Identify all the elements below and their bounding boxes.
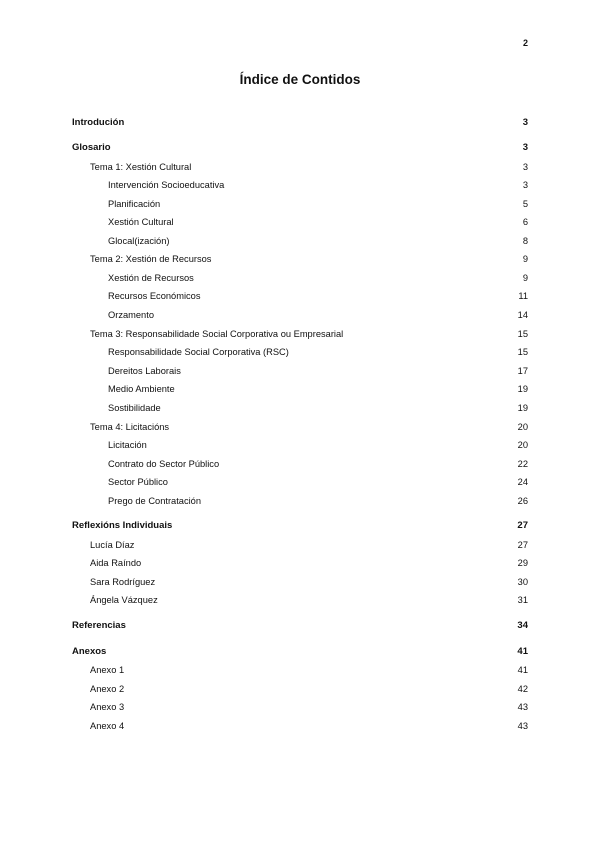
- toc-entry-page: 19: [517, 384, 528, 394]
- toc-entry[interactable]: [0, 327, 600, 341]
- toc-entry[interactable]: [0, 178, 600, 192]
- toc-entry-label: Glosario: [72, 142, 111, 153]
- toc-entry-label: Contrato do Sector Público: [108, 459, 220, 469]
- toc-entry-label: Xestión Cultural: [108, 217, 174, 227]
- toc-entry-label: Planificación: [108, 199, 161, 209]
- toc-entry-page: 43: [517, 721, 528, 731]
- toc-entry[interactable]: [0, 215, 600, 229]
- toc-entry[interactable]: [0, 271, 600, 285]
- toc-entry[interactable]: [0, 364, 600, 378]
- page-number: 2: [522, 38, 528, 48]
- toc-entry-page: 41: [517, 665, 528, 675]
- toc-entry[interactable]: [0, 645, 600, 659]
- toc-entry-label: Introdución: [72, 117, 125, 128]
- toc-entry-label: Responsabilidade Social Corporativa (RSC): [108, 347, 289, 357]
- toc-entry-label: Glocal(ización): [108, 236, 170, 246]
- toc-entry-page: 9: [522, 273, 528, 283]
- toc-entry-page: 27: [517, 520, 528, 531]
- toc-entry-page: 6: [522, 217, 528, 227]
- toc-entry-label: Ángela Vázquez: [90, 595, 158, 605]
- toc-entry[interactable]: [0, 197, 600, 211]
- toc-entry[interactable]: [0, 556, 600, 570]
- toc-entry[interactable]: [0, 438, 600, 452]
- toc-entry-page: 34: [517, 620, 528, 631]
- toc-entry-page: 26: [517, 496, 528, 506]
- toc-entry[interactable]: [0, 289, 600, 303]
- toc-entry-label: Recursos Económicos: [108, 291, 201, 301]
- toc-entry-page: 9: [522, 254, 528, 264]
- toc-entry-page: 22: [517, 459, 528, 469]
- toc-entry[interactable]: [0, 475, 600, 489]
- toc-entry[interactable]: [0, 619, 600, 633]
- toc-entry-page: 15: [517, 329, 528, 339]
- toc-entry-label: Anexos: [72, 646, 107, 657]
- toc-entry-page: 20: [517, 440, 528, 450]
- toc-entry[interactable]: [0, 682, 600, 696]
- toc-entry-page: 24: [517, 477, 528, 487]
- toc-entry-label: Prego de Contratación: [108, 496, 202, 506]
- toc-entry[interactable]: [0, 160, 600, 174]
- toc-entry-page: 31: [517, 595, 528, 605]
- toc-entry[interactable]: [0, 308, 600, 322]
- toc-entry[interactable]: [0, 538, 600, 552]
- toc-entry-page: 29: [517, 558, 528, 568]
- toc-entry[interactable]: [0, 382, 600, 396]
- toc-entry[interactable]: [0, 401, 600, 415]
- toc-entry-page: 42: [517, 684, 528, 694]
- toc-entry-label: Tema 2: Xestión de Recursos: [90, 254, 212, 264]
- toc-entry[interactable]: [0, 494, 600, 508]
- toc-entry-label: Xestión de Recursos: [108, 273, 194, 283]
- toc-entry-label: Orzamento: [108, 310, 154, 320]
- toc-entry-page: 3: [522, 142, 528, 153]
- toc-entry-page: 19: [517, 403, 528, 413]
- toc-entry-page: 14: [517, 310, 528, 320]
- toc-entry-label: Anexo 4: [90, 721, 125, 731]
- toc-entry[interactable]: [0, 719, 600, 733]
- toc-entry[interactable]: [0, 252, 600, 266]
- toc-entry-label: Anexo 2: [90, 684, 125, 694]
- toc-entry-page: 15: [517, 347, 528, 357]
- toc-entry-label: Licitación: [108, 440, 147, 450]
- toc-entry[interactable]: [0, 575, 600, 589]
- toc-entry[interactable]: [0, 457, 600, 471]
- toc-entry-page: 8: [522, 236, 528, 246]
- toc-entry-page: 27: [517, 540, 528, 550]
- toc-title: Índice de Contidos: [239, 72, 361, 87]
- toc-entry[interactable]: [0, 116, 600, 130]
- toc-entry-page: 5: [522, 199, 528, 209]
- toc-entry-label: Referencias: [72, 620, 126, 631]
- toc-entry[interactable]: [0, 420, 600, 434]
- toc-entry-page: 11: [518, 291, 528, 301]
- toc-entry-page: 41: [517, 646, 528, 657]
- toc-entry-label: Tema 4: Licitacións: [90, 422, 170, 432]
- toc-entry-label: Aida Raíndo: [90, 558, 142, 568]
- toc-entry-label: Anexo 3: [90, 702, 125, 712]
- toc-entry-label: Sara Rodríguez: [90, 577, 156, 587]
- toc-entry-page: 3: [522, 180, 528, 190]
- toc-entry[interactable]: [0, 663, 600, 677]
- toc-entry[interactable]: [0, 700, 600, 714]
- toc-entry-page: 17: [517, 366, 528, 376]
- toc-entry[interactable]: [0, 141, 600, 155]
- toc-entry-label: Tema 3: Responsabilidade Social Corporativa ou Empresarial: [90, 329, 344, 339]
- toc-entry-page: 3: [522, 162, 528, 172]
- toc-entry[interactable]: [0, 593, 600, 607]
- toc-entry-label: Reflexións Individuais: [72, 520, 173, 531]
- toc-entry[interactable]: [0, 519, 600, 533]
- toc-entry-label: Medio Ambiente: [108, 384, 175, 394]
- toc-entry-label: Dereitos Laborais: [108, 366, 181, 376]
- toc-entry[interactable]: [0, 234, 600, 248]
- toc-entry-label: Intervención Socioeducativa: [108, 180, 225, 190]
- toc-entry-label: Tema 1: Xestión Cultural: [90, 162, 192, 172]
- toc-entry-page: 30: [517, 577, 528, 587]
- toc-entry-label: Sector Público: [108, 477, 168, 487]
- toc-entry-label: Lucía Díaz: [90, 540, 135, 550]
- toc-entry-label: Sostibilidade: [108, 403, 161, 413]
- toc-entry[interactable]: [0, 345, 600, 359]
- toc-entry-label: Anexo 1: [90, 665, 125, 675]
- toc-entry-page: 3: [522, 117, 528, 128]
- toc-entry-page: 20: [517, 422, 528, 432]
- toc-entry-page: 43: [517, 702, 528, 712]
